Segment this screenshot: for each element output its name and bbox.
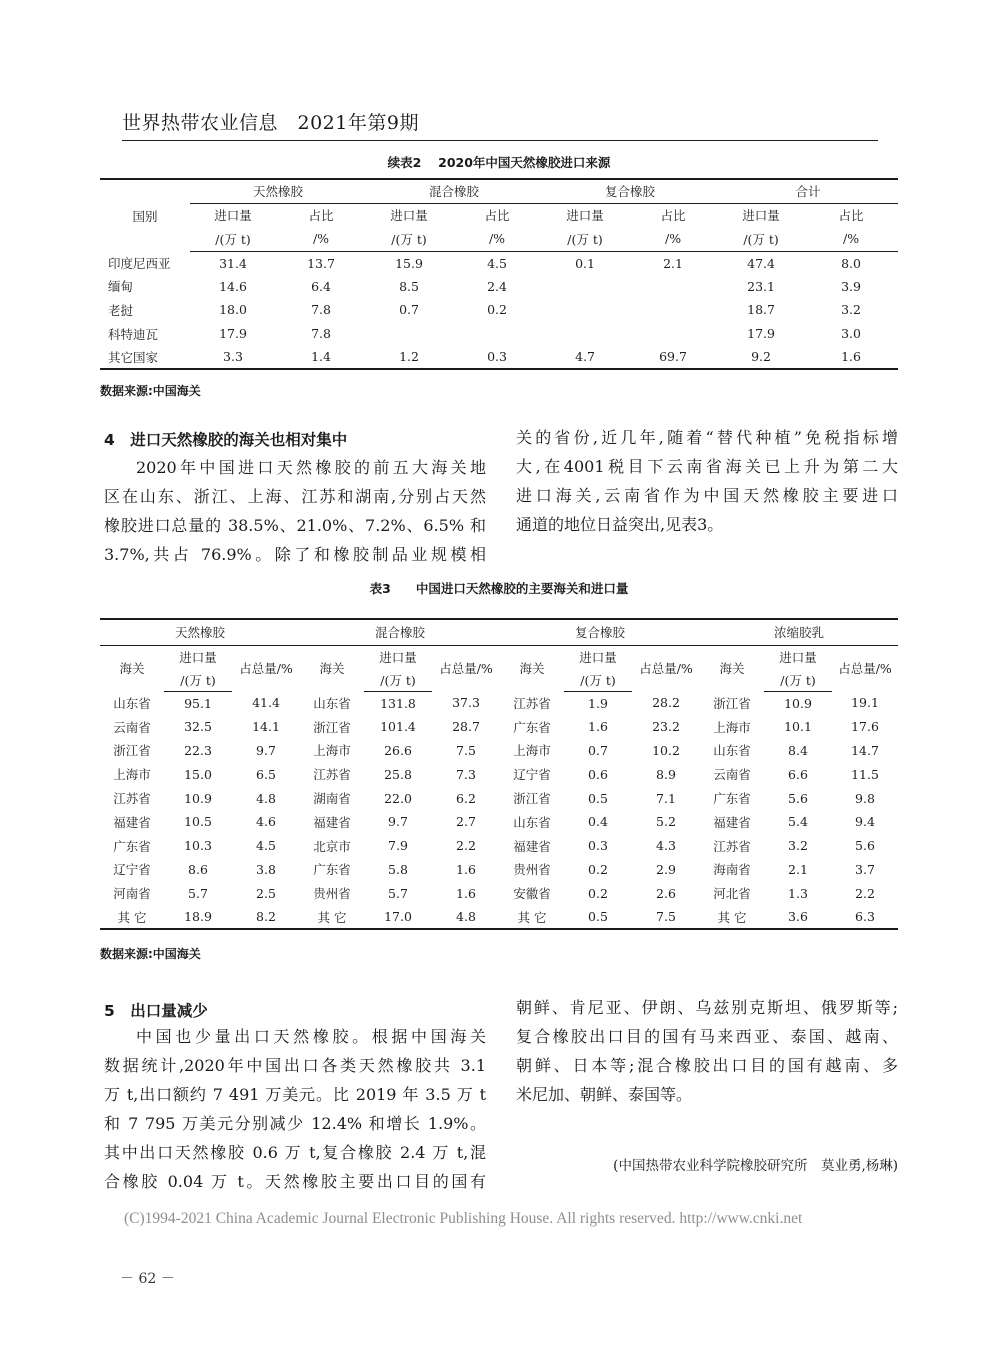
paragraph-line: 区在山东、浙江、上海、江苏和湖南,分别占天然 (104, 487, 486, 506)
table2-qty-header: 进口量 (566, 208, 604, 224)
header-rule (122, 140, 878, 141)
table-cell: 7.1 (656, 790, 676, 806)
table2-share-unit: /% (452, 227, 542, 251)
table-cell: 4.7 (542, 345, 628, 369)
paragraph-line: 大,在4001税目下云南省海关已上升为第二大 (516, 457, 898, 476)
customs-cell: 福建省 (513, 838, 551, 854)
table-row (100, 715, 898, 739)
table-cell: 2.6 (656, 885, 676, 901)
table-cell: 10.9 (184, 790, 212, 806)
section5-heading: 5 出口量减少 (104, 1002, 208, 1020)
table-cell: 10.5 (184, 814, 212, 830)
table3-qty-header: 进口量 (179, 650, 217, 666)
table-cell: 37.3 (452, 695, 480, 711)
table3-subheader-row (100, 645, 898, 669)
country-cell: 其它国家 (100, 345, 190, 369)
table-cell: 9.7 (256, 742, 276, 758)
table-cell: 22.0 (384, 790, 412, 806)
table-row (100, 251, 898, 275)
table-cell (628, 298, 718, 322)
table-row (100, 858, 898, 882)
table2-qty-unit: /(万 t) (366, 227, 452, 251)
table-cell (628, 322, 718, 346)
section4-heading: 4 进口天然橡胶的海关也相对集中 (104, 431, 348, 449)
table-row (100, 905, 898, 929)
table3-share-header: 占总量/% (439, 661, 493, 677)
copyright-notice: (C)1994-2021 China Academic Journal Electronic Publishing House. All rights reserved. http://www.cnki.net (124, 1210, 803, 1227)
table-cell: 5.4 (788, 814, 808, 830)
table-row (100, 691, 898, 715)
journal-header: 世界热带农业信息 2021年第9期 (122, 112, 419, 134)
table-cell: 9.8 (855, 790, 875, 806)
table-cell: 8.5 (399, 278, 419, 294)
table2-qty-unit: /(万 t) (718, 227, 804, 251)
table-row (100, 834, 898, 858)
table-cell: 0.3 (452, 345, 542, 369)
table-cell: 69.7 (628, 345, 718, 369)
table3-qty-unit: /(万 t) (364, 669, 432, 691)
section4-right-column (516, 423, 898, 539)
customs-cell: 浙江省 (513, 791, 551, 807)
customs-cell: 浙江省 (713, 695, 751, 711)
table-cell: 7.8 (311, 326, 331, 342)
table-cell: 11.5 (851, 766, 879, 782)
table-cell: 3.2 (841, 302, 861, 318)
table-cell: 4.8 (432, 905, 500, 929)
paragraph-line: 进口海关,云南省作为中国天然橡胶主要进口 (516, 486, 898, 505)
paragraph-line: 橡胶进口总量的 38.5%、21.0%、7.2%、6.5% 和 (104, 516, 486, 535)
table-cell: 18.7 (747, 302, 775, 318)
table-row (100, 345, 898, 369)
paragraph-line: 朝鲜、肯尼亚、伊朗、乌兹别克斯坦、俄罗斯等; (516, 998, 898, 1017)
customs-cell: 云南省 (713, 767, 751, 783)
table3-qty-unit: /(万 t) (564, 669, 632, 691)
table2-group-natural: 天然橡胶 (190, 179, 366, 203)
table-cell: 8.6 (188, 861, 208, 877)
customs-cell: 福建省 (713, 814, 751, 830)
table-cell: 6.5 (256, 766, 276, 782)
table3-group-natural: 天然橡胶 (100, 619, 300, 645)
table3-share-header: 占总量/% (639, 661, 693, 677)
table3-customs-header: 海关 (519, 661, 545, 677)
customs-cell: 广东省 (513, 719, 551, 735)
table2-share-header: 占比 (484, 208, 510, 224)
table-row (100, 275, 898, 299)
table-cell: 7.5 (632, 905, 700, 929)
table-cell: 1.6 (588, 719, 608, 735)
page-number: － 62 － (120, 1271, 175, 1287)
customs-cell: 其 它 (500, 905, 564, 929)
table-cell: 7.9 (388, 838, 408, 854)
table2-share-unit: /% (628, 227, 718, 251)
table-cell: 10.9 (784, 695, 812, 711)
table-cell: 4.5 (256, 838, 276, 854)
paragraph-line: 3.7%,共占 76.9%。除了和橡胶制品业规模相 (104, 545, 486, 564)
table-cell: 1.6 (804, 345, 898, 369)
table-cell: 1.4 (276, 345, 366, 369)
table-row (100, 322, 898, 346)
table-cell: 1.6 (456, 885, 476, 901)
table-cell: 17.6 (851, 719, 879, 735)
table-cell: 2.2 (456, 838, 476, 854)
table3-share-header: 占总量/% (239, 661, 293, 677)
table-cell: 5.6 (855, 838, 875, 854)
table-cell: 3.8 (256, 861, 276, 877)
country-cell: 老挝 (108, 302, 134, 318)
paragraph-line: 关的省份,近几年,随着“替代种植”免税指标增 (516, 428, 898, 447)
table2-share-header: 占比 (838, 208, 864, 224)
table-cell: 9.4 (855, 814, 875, 830)
table2-share-header: 占比 (660, 208, 686, 224)
table-cell: 1.2 (366, 345, 452, 369)
table-cell: 1.6 (456, 861, 476, 877)
table-cell: 4.3 (656, 838, 676, 854)
table-cell: 4.8 (256, 790, 276, 806)
table-cell: 0.7 (399, 302, 419, 318)
table2-qty-header: 进口量 (214, 208, 252, 224)
customs-cell: 其 它 (300, 905, 364, 929)
table3-group-mixed: 混合橡胶 (300, 619, 500, 645)
table-cell: 5.2 (656, 814, 676, 830)
table-cell: 5.7 (388, 885, 408, 901)
paragraph-line: 通道的地位日益突出,见表3。 (516, 515, 724, 534)
table-cell: 23.2 (652, 719, 680, 735)
table2-share-unit: /% (804, 227, 898, 251)
table3-customs-header: 海关 (719, 661, 745, 677)
table-cell: 28.2 (652, 695, 680, 711)
section4-left-column (104, 453, 486, 569)
table2-source: 数据来源:中国海关 (100, 384, 201, 398)
customs-cell: 江苏省 (113, 791, 151, 807)
table2-qty-header: 进口量 (742, 208, 780, 224)
table-cell: 31.4 (219, 255, 247, 271)
table2-body (100, 251, 898, 369)
table-row (100, 762, 898, 786)
table-cell: 3.9 (841, 278, 861, 294)
table-cell: 6.4 (311, 278, 331, 294)
table2-subheader-row (100, 203, 898, 227)
table-cell: 2.5 (256, 885, 276, 901)
table-cell (542, 298, 628, 322)
paragraph-line: 合橡胶 0.04 万 t。天然橡胶主要出口目的国有 (104, 1172, 486, 1191)
table-cell: 101.4 (380, 719, 416, 735)
table-cell: 15.0 (184, 766, 212, 782)
author-credit: (中国热带农业科学院橡胶研究所 莫业勇,杨琳) (613, 1158, 898, 1174)
table-cell: 25.8 (384, 766, 412, 782)
table-cell: 2.1 (788, 861, 808, 877)
table-cell (542, 275, 628, 299)
table-cell: 5.6 (788, 790, 808, 806)
table3-group-compound: 复合橡胶 (500, 619, 700, 645)
table-cell: 4.6 (256, 814, 276, 830)
customs-cell: 浙江省 (313, 719, 351, 735)
table-row (100, 810, 898, 834)
table2 (100, 178, 898, 370)
customs-cell: 其 它 (700, 905, 764, 929)
table-cell: 14.7 (851, 742, 879, 758)
table-row (100, 739, 898, 763)
table-cell: 14.1 (252, 719, 280, 735)
table-cell: 17.0 (364, 905, 432, 929)
customs-cell: 辽宁省 (513, 767, 551, 783)
paragraph-line: 米尼加、朝鲜、泰国等。 (516, 1085, 693, 1104)
customs-cell: 上海市 (713, 719, 751, 735)
table2-qty-header: 进口量 (390, 208, 428, 224)
customs-cell: 河南省 (113, 886, 151, 902)
table3-qty-unit: /(万 t) (764, 669, 832, 691)
table-cell: 5.7 (188, 885, 208, 901)
table-cell: 7.3 (456, 766, 476, 782)
table-cell: 1.9 (588, 695, 608, 711)
customs-cell: 山东省 (113, 695, 151, 711)
table-cell: 6.3 (832, 905, 898, 929)
customs-cell: 河北省 (713, 886, 751, 902)
table-cell: 22.3 (184, 742, 212, 758)
customs-cell: 江苏省 (513, 695, 551, 711)
table-cell: 17.9 (747, 326, 775, 342)
table-cell: 8.9 (656, 766, 676, 782)
customs-cell: 贵州省 (513, 862, 551, 878)
table2-caption: 续表2 2020年中国天然橡胶进口来源 (387, 155, 611, 170)
country-cell: 缅甸 (108, 279, 134, 295)
paragraph-line: 朝鲜、日本等;混合橡胶出口目的国有越南、多 (516, 1056, 898, 1075)
table-row (100, 881, 898, 905)
table3-group-row (100, 619, 898, 645)
table-cell: 10.2 (652, 742, 680, 758)
table3 (100, 618, 898, 930)
table-cell: 0.2 (487, 302, 507, 318)
table-cell: 8.0 (841, 255, 861, 271)
table-cell: 0.5 (588, 790, 608, 806)
customs-cell: 广东省 (713, 791, 751, 807)
table2-qty-unit: /(万 t) (542, 227, 628, 251)
table-cell: 47.4 (747, 255, 775, 271)
table3-qty-unit: /(万 t) (164, 669, 232, 691)
table-cell: 0.7 (588, 742, 608, 758)
table3-share-header: 占总量/% (838, 661, 892, 677)
table-cell: 7.5 (456, 742, 476, 758)
section5-right-column (516, 993, 898, 1109)
table-cell: 9.2 (718, 345, 804, 369)
table-cell: 32.5 (184, 719, 212, 735)
table3-body (100, 691, 898, 929)
table-cell (542, 322, 628, 346)
paragraph-line: 数据统计,2020年中国出口各类天然橡胶共 3.1 (104, 1056, 486, 1075)
table-cell: 15.9 (395, 255, 423, 271)
paragraph-line: 其中出口天然橡胶 0.6 万 t,复合橡胶 2.4 万 t,混 (104, 1143, 486, 1162)
table-row (100, 298, 898, 322)
customs-cell: 海南省 (713, 862, 751, 878)
table2-group-total: 合计 (718, 179, 898, 203)
table2-share-header: 占比 (308, 208, 334, 224)
table-cell: 1.3 (788, 885, 808, 901)
table-cell: 0.2 (588, 861, 608, 877)
customs-cell: 浙江省 (113, 743, 151, 759)
table-cell: 41.4 (252, 695, 280, 711)
customs-cell: 江苏省 (313, 767, 351, 783)
customs-cell: 广东省 (113, 838, 151, 854)
table2-country-header: 国别 (100, 179, 190, 251)
table-cell: 19.1 (851, 695, 879, 711)
customs-cell: 山东省 (513, 814, 551, 830)
table-cell: 4.5 (487, 255, 507, 271)
table-cell: 0.6 (588, 766, 608, 782)
table3-source: 数据来源:中国海关 (100, 947, 201, 961)
customs-cell: 其 它 (100, 905, 164, 929)
table-cell: 3.3 (190, 345, 276, 369)
table3-caption: 表3 中国进口天然橡胶的主要海关和进口量 (369, 581, 629, 596)
table-cell: 3.2 (788, 838, 808, 854)
table-cell: 9.7 (388, 814, 408, 830)
table-cell (628, 275, 718, 299)
table-cell: 0.2 (588, 885, 608, 901)
table-cell: 8.4 (788, 742, 808, 758)
table3-qty-header: 进口量 (779, 650, 817, 666)
table-cell: 28.7 (452, 719, 480, 735)
paragraph-line: 和 7 795 万美元分别减少 12.4% 和增长 1.9%。 (104, 1114, 486, 1133)
table-cell: 2.1 (663, 255, 683, 271)
table-cell: 0.1 (575, 255, 595, 271)
table-row (100, 786, 898, 810)
table-cell: 3.6 (764, 905, 832, 929)
table-cell: 18.9 (164, 905, 232, 929)
paragraph-line: 2020年中国进口天然橡胶的前五大海关地 (136, 458, 486, 477)
paragraph-line: 中国也少量出口天然橡胶。根据中国海关 (136, 1027, 486, 1046)
table-cell: 0.4 (588, 814, 608, 830)
table-cell: 18.0 (219, 302, 247, 318)
table2-group-compound: 复合橡胶 (542, 179, 718, 203)
table-cell: 6.6 (788, 766, 808, 782)
table-cell: 0.5 (564, 905, 632, 929)
table-cell: 5.8 (388, 861, 408, 877)
customs-cell: 山东省 (713, 743, 751, 759)
table2-unit-row (100, 227, 898, 251)
table-cell: 3.7 (855, 861, 875, 877)
table-cell: 10.3 (184, 838, 212, 854)
paragraph-line: 复合橡胶出口目的国有马来西亚、泰国、越南、 (516, 1027, 898, 1046)
customs-cell: 云南省 (113, 719, 151, 735)
table3-qty-header: 进口量 (379, 650, 417, 666)
customs-cell: 北京市 (313, 838, 351, 854)
table-cell (366, 322, 452, 346)
country-cell: 科特迪瓦 (108, 326, 159, 342)
table3-customs-header: 海关 (319, 661, 345, 677)
table-cell: 6.2 (456, 790, 476, 806)
table2-group-row (100, 179, 898, 203)
paragraph-line: 万 t,出口额约 7 491 万美元。比 2019 年 3.5 万 t (104, 1085, 486, 1104)
table-cell: 0.3 (588, 838, 608, 854)
table-cell: 17.9 (219, 326, 247, 342)
table2-qty-unit: /(万 t) (190, 227, 276, 251)
customs-cell: 贵州省 (313, 886, 351, 902)
table-cell: 2.2 (855, 885, 875, 901)
table3-group-latex: 浓缩胶乳 (700, 619, 898, 645)
table-cell: 10.1 (784, 719, 812, 735)
table-cell: 8.2 (232, 905, 300, 929)
table3-customs-header: 海关 (119, 661, 145, 677)
table2-group-mixed: 混合橡胶 (366, 179, 542, 203)
customs-cell: 辽宁省 (113, 862, 151, 878)
table3-qty-header: 进口量 (579, 650, 617, 666)
customs-cell: 上海市 (513, 743, 551, 759)
customs-cell: 福建省 (113, 814, 151, 830)
table-cell: 95.1 (184, 695, 212, 711)
customs-cell: 山东省 (313, 695, 351, 711)
table-cell: 7.8 (311, 302, 331, 318)
country-cell: 印度尼西亚 (108, 255, 171, 271)
customs-cell: 湖南省 (313, 791, 351, 807)
customs-cell: 上海市 (313, 743, 351, 759)
table-cell: 2.4 (487, 278, 507, 294)
table2-share-unit: /% (276, 227, 366, 251)
table-cell: 26.6 (384, 742, 412, 758)
table-cell (452, 322, 542, 346)
table-cell: 14.6 (219, 278, 247, 294)
table-cell: 3.0 (841, 326, 861, 342)
customs-cell: 江苏省 (713, 838, 751, 854)
customs-cell: 上海市 (113, 767, 151, 783)
table-cell: 2.9 (656, 861, 676, 877)
table-cell: 13.7 (307, 255, 335, 271)
section5-left-column (104, 1022, 486, 1196)
customs-cell: 广东省 (313, 862, 351, 878)
table-cell: 23.1 (747, 278, 775, 294)
table-cell: 2.7 (456, 814, 476, 830)
customs-cell: 安徽省 (513, 886, 551, 902)
customs-cell: 福建省 (313, 814, 351, 830)
table-cell: 131.8 (380, 695, 416, 711)
